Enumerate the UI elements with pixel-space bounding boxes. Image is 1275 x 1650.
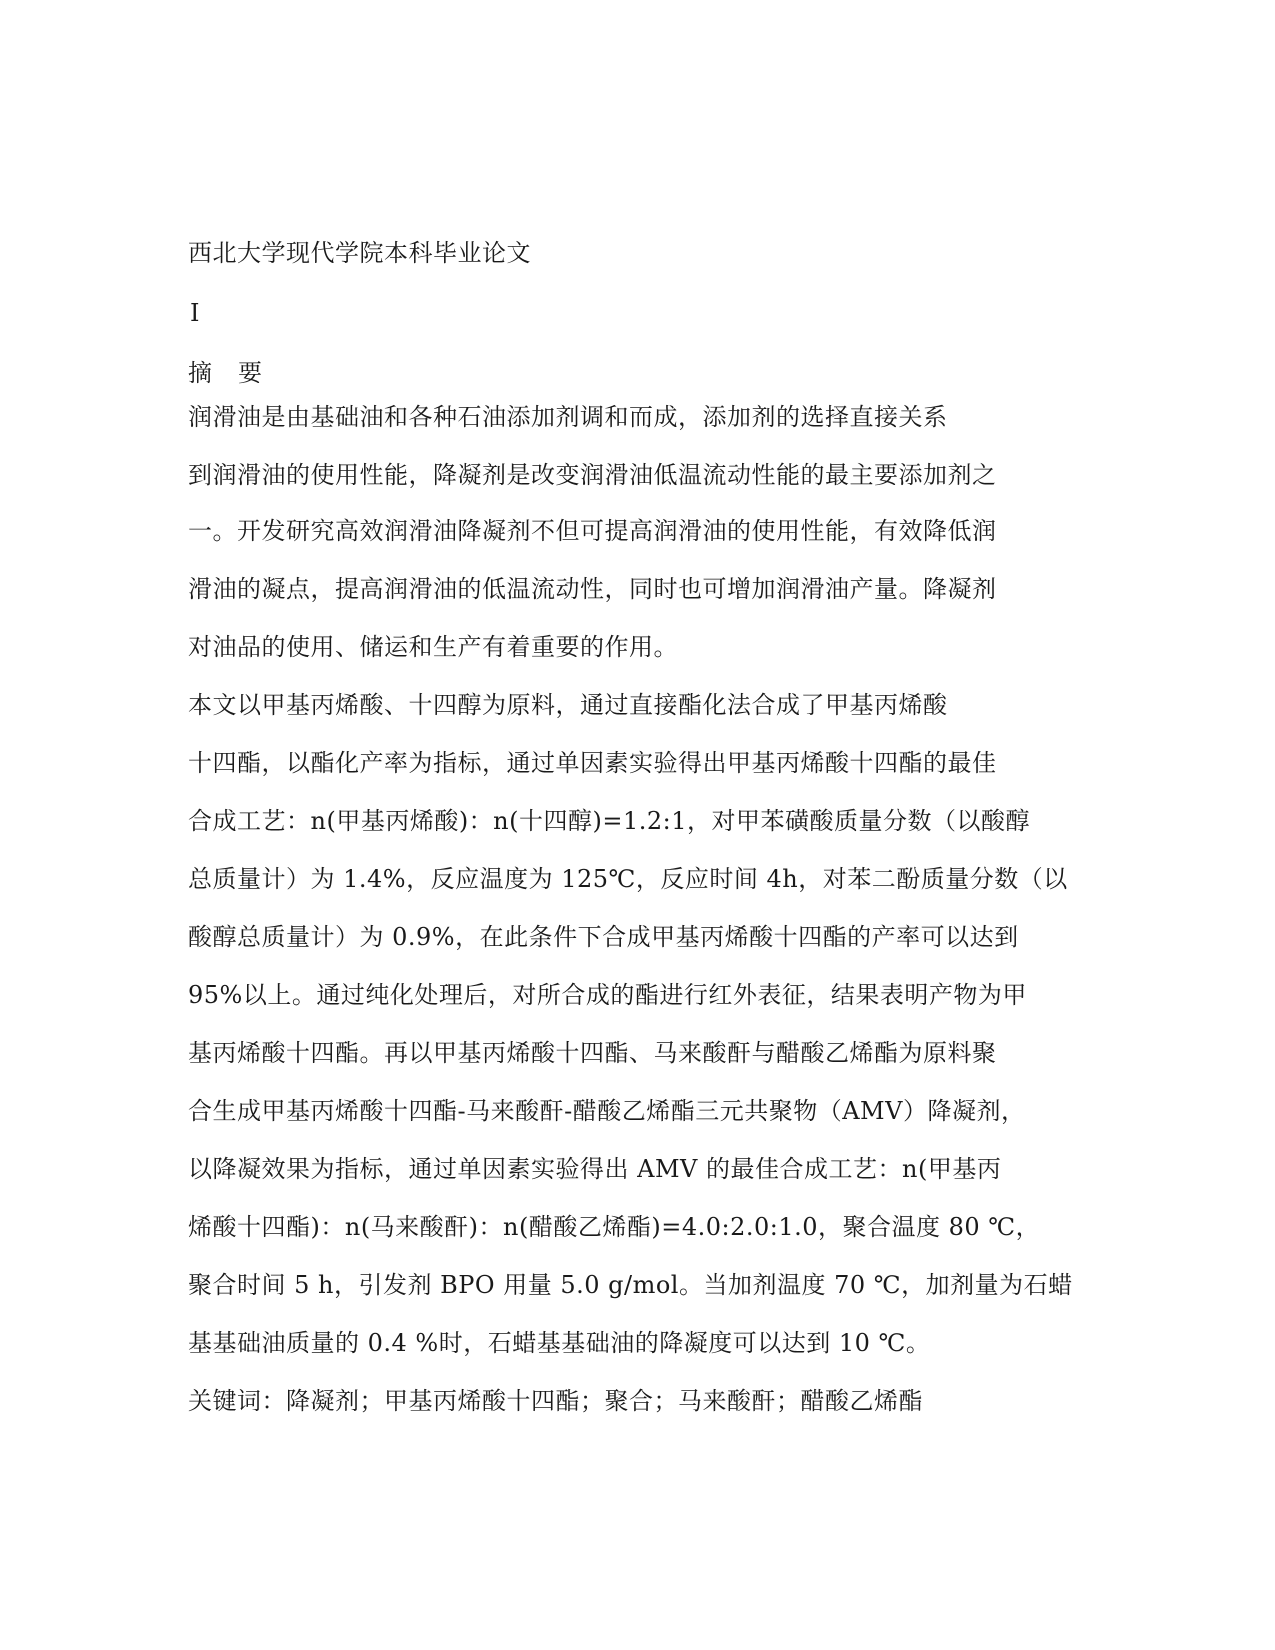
abstract-line: 聚合时间 5 h，引发剂 BPO 用量 5.0 g/mol。当加剂温度 70 ℃，加剂量为石蜡: [188, 1271, 1073, 1299]
abstract-line: 本文以甲基丙烯酸、十四醇为原料，通过直接酯化法合成了甲基丙烯酸: [188, 691, 948, 719]
abstract-line: 合成工艺：n(甲基丙烯酸)：n(十四醇)=1.2:1，对甲苯磺酸质量分数（以酸醇: [188, 807, 1030, 835]
abstract-line: 润滑油是由基础油和各种石油添加剂调和而成，添加剂的选择直接关系: [188, 403, 948, 431]
abstract-line: 酸醇总质量计）为 0.9%，在此条件下合成甲基丙烯酸十四酯的产率可以达到: [188, 923, 1019, 951]
page-number: I: [190, 299, 200, 327]
abstract-line: 合生成甲基丙烯酸十四酯-马来酸酐-醋酸乙烯酯三元共聚物（AMV）降凝剂，: [188, 1097, 1026, 1125]
abstract-line: 总质量计）为 1.4%，反应温度为 125℃，反应时间 4h，对苯二酚质量分数（以: [188, 865, 1068, 893]
abstract-line: 一。开发研究高效润滑油降凝剂不但可提高润滑油的使用性能，有效降低润: [188, 517, 997, 545]
abstract-line: 滑油的凝点，提高润滑油的低温流动性，同时也可增加润滑油产量。降凝剂: [188, 575, 997, 603]
abstract-line: 到润滑油的使用性能，降凝剂是改变润滑油低温流动性能的最主要添加剂之: [188, 461, 997, 489]
abstract-line: 烯酸十四酯)：n(马来酸酐)：n(醋酸乙烯酯)=4.0:2.0:1.0，聚合温度 80 ℃，: [188, 1213, 1041, 1241]
document-header: 西北大学现代学院本科毕业论文: [188, 239, 531, 267]
abstract-line: 基丙烯酸十四酯。再以甲基丙烯酸十四酯、马来酸酐与醋酸乙烯酯为原料聚: [188, 1039, 997, 1067]
keywords-line: 关键词：降凝剂；甲基丙烯酸十四酯；聚合；马来酸酐；醋酸乙烯酯: [188, 1387, 923, 1415]
abstract-line: 95%以上。通过纯化处理后，对所合成的酯进行红外表征，结果表明产物为甲: [188, 981, 1027, 1009]
abstract-line: 对油品的使用、储运和生产有着重要的作用。: [188, 633, 678, 661]
abstract-title: [188, 358, 264, 388]
abstract-line: 十四酯，以酯化产率为指标，通过单因素实验得出甲基丙烯酸十四酯的最佳: [188, 749, 997, 777]
abstract-title-char-1: 摘: [188, 359, 214, 387]
abstract-title-char-2: 要: [238, 359, 264, 387]
abstract-line: 基基础油质量的 0.4 %时，石蜡基基础油的降凝度可以达到 10 ℃。: [188, 1329, 931, 1357]
abstract-line: 以降凝效果为指标，通过单因素实验得出 AMV 的最佳合成工艺：n(甲基丙: [188, 1155, 1002, 1183]
